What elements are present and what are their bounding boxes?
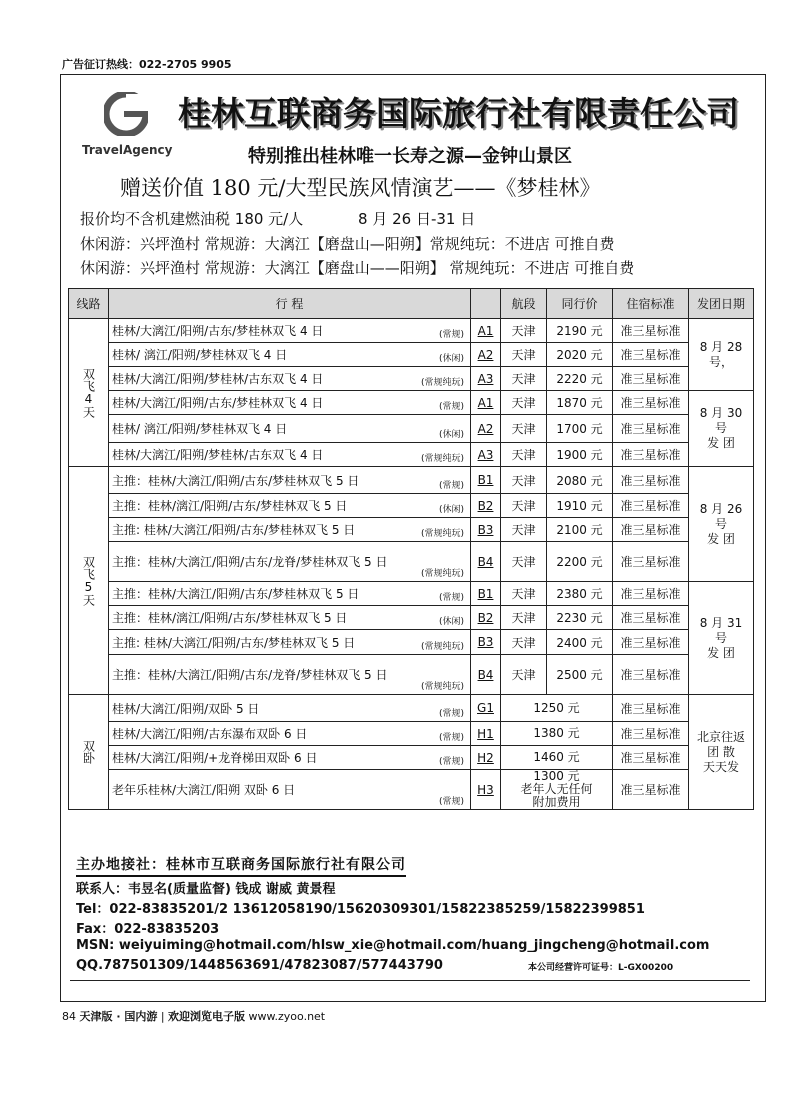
footer-url[interactable]: www.zyoo.net — [248, 1010, 326, 1023]
col-header-lodging: 住宿标准 — [613, 289, 689, 319]
itinerary-name: 主推：桂林/大漓江/阳朔/古东/龙脊/梦桂林双飞 5 日 — [112, 668, 388, 682]
itinerary-tag: (休闲) — [438, 430, 464, 440]
table-row — [69, 343, 754, 367]
col-header-departure: 发团日期 — [689, 289, 754, 319]
itinerary-cell — [109, 415, 471, 443]
itinerary-name: 桂林/大漓江/阳朔/古东瀑布双卧 6 日 — [112, 727, 308, 741]
itinerary-cell — [109, 494, 471, 518]
table-row — [69, 746, 754, 770]
contact-msn: MSN: weiyuiming@hotmail.com/hlsw_xie@hotmail.com/huang_jingcheng@hotmail.com — [76, 938, 710, 953]
itinerary-cell — [109, 443, 471, 467]
itinerary-name: 桂林/大漓江/阳朔/古东/梦桂林双飞 4 日 — [112, 396, 324, 410]
table-row — [69, 319, 754, 343]
lodging-standard: 准三星标准 — [613, 722, 689, 746]
lodging-standard: 准三星标准 — [613, 606, 689, 630]
itinerary-cell — [109, 582, 471, 606]
ad-hotline: 广告征订热线：022-2705 9905 — [62, 58, 232, 71]
route-code: B3 — [471, 630, 501, 655]
route-code: A1 — [471, 319, 501, 343]
itinerary-tag: (常规纯玩) — [420, 378, 464, 388]
flight-segment: 天津 — [501, 443, 547, 467]
contact-tel: Tel：022-83835201/2 13612058190/15620309301/15822385259/15822399851 — [76, 902, 645, 917]
departure-date: 北京往返 团 散 天天发 — [689, 695, 754, 810]
route-category: 双飞4天 — [69, 319, 109, 467]
peer-price: 1870 元 — [547, 391, 613, 415]
peer-price: 2220 元 — [547, 367, 613, 391]
route-table — [68, 288, 754, 810]
gift-line: 赠送价值 180 元/大型民族风情演艺——《梦桂林》 — [120, 176, 601, 200]
date-range: 8 月 26 日-31 日 — [358, 210, 476, 228]
itinerary-name: 桂林/ 漓江/阳朔/梦桂林双飞 4 日 — [112, 422, 288, 436]
itinerary-cell — [109, 367, 471, 391]
company-title: 桂林互联商务国际旅行社有限责任公司 — [178, 94, 739, 133]
route-code: B2 — [471, 606, 501, 630]
table-row — [69, 443, 754, 467]
peer-price: 1900 元 — [547, 443, 613, 467]
route-code: G1 — [471, 695, 501, 722]
departure-date: 8 月 26 号 发 团 — [689, 467, 754, 582]
route-code: B2 — [471, 494, 501, 518]
col-header-code — [471, 289, 501, 319]
itinerary-tag: (常规纯玩) — [420, 454, 464, 464]
peer-price: 2230 元 — [547, 606, 613, 630]
route-code: H1 — [471, 722, 501, 746]
itinerary-tag: (休闲) — [438, 505, 464, 515]
route-category: 双卧 — [69, 695, 109, 810]
route-code: A1 — [471, 391, 501, 415]
lodging-standard: 准三星标准 — [613, 391, 689, 415]
peer-price: 2380 元 — [547, 582, 613, 606]
itinerary-tag: (休闲) — [438, 617, 464, 627]
route-code: A3 — [471, 443, 501, 467]
departure-date: 8 月 30 号 发 团 — [689, 391, 754, 467]
route-code: H2 — [471, 746, 501, 770]
itinerary-cell — [109, 746, 471, 770]
flight-segment: 天津 — [501, 343, 547, 367]
itinerary-tag: (常规) — [438, 402, 464, 412]
peer-price: 2020 元 — [547, 343, 613, 367]
lodging-standard: 准三星标准 — [613, 518, 689, 542]
itinerary-tag: (常规纯玩) — [420, 569, 464, 579]
logo-g-icon — [104, 92, 148, 136]
itinerary-name: 主推：桂林/漓江/阳朔/古东/梦桂林双飞 5 日 — [112, 611, 348, 625]
peer-price: 1250 元 — [501, 695, 613, 722]
footer-slogan: 欢迎浏览电子版 — [168, 1010, 246, 1023]
route-code: A2 — [471, 343, 501, 367]
table-row — [69, 695, 754, 722]
itinerary-name: 桂林/大漓江/阳朔/梦桂林/古东双飞 4 日 — [112, 448, 324, 462]
lodging-standard: 准三星标准 — [613, 770, 689, 810]
route-code: A2 — [471, 415, 501, 443]
table-row — [69, 542, 754, 582]
table-row — [69, 367, 754, 391]
table-header-row — [69, 289, 754, 319]
peer-price: 1700 元 — [547, 415, 613, 443]
departure-date: 8 月 28 号， — [689, 319, 754, 391]
table-row — [69, 655, 754, 695]
itinerary-cell — [109, 467, 471, 494]
edition-label: 天津版 · 国内游 — [79, 1010, 158, 1023]
route-code: A3 — [471, 367, 501, 391]
itinerary-tag: (休闲) — [438, 354, 464, 364]
itinerary-tag: (常规) — [438, 733, 464, 743]
peer-price: 2400 元 — [547, 630, 613, 655]
lodging-standard: 准三星标准 — [613, 467, 689, 494]
itinerary-cell — [109, 542, 471, 582]
peer-price: 2200 元 — [547, 542, 613, 582]
flight-segment: 天津 — [501, 655, 547, 695]
itinerary-name: 老年乐桂林/大漓江/阳朔 双卧 6 日 — [112, 783, 296, 797]
page-footer: 84 天津版 · 国内游 | 欢迎浏览电子版 www.zyoo.net — [62, 1010, 326, 1023]
route-code: B1 — [471, 467, 501, 494]
promo-subtitle: 特别推出桂林唯一长寿之源—金钟山景区 — [248, 146, 572, 167]
peer-price: 2100 元 — [547, 518, 613, 542]
agency-logo — [82, 90, 172, 160]
itinerary-cell — [109, 343, 471, 367]
peer-price: 1380 元 — [501, 722, 613, 746]
itinerary-tag: (常规) — [438, 481, 464, 491]
lodging-standard: 准三星标准 — [613, 655, 689, 695]
peer-price: 2500 元 — [547, 655, 613, 695]
itinerary-tag: (常规纯玩) — [420, 529, 464, 539]
route-category: 双飞5天 — [69, 467, 109, 695]
contact-people: 联系人：韦昱名(质量监督) 钱成 谢威 黄景程 — [76, 882, 336, 897]
lodging-standard: 准三星标准 — [613, 415, 689, 443]
itinerary-cell — [109, 606, 471, 630]
itinerary-cell — [109, 770, 471, 810]
route-code: B4 — [471, 542, 501, 582]
lodging-standard: 准三星标准 — [613, 343, 689, 367]
lodging-standard: 准三星标准 — [613, 746, 689, 770]
itinerary-cell — [109, 319, 471, 343]
peer-price: 1910 元 — [547, 494, 613, 518]
itinerary-name: 桂林/大漓江/阳朔/梦桂林/古东双飞 4 日 — [112, 372, 324, 386]
itinerary-cell — [109, 722, 471, 746]
lodging-standard: 准三星标准 — [613, 494, 689, 518]
table-row — [69, 770, 754, 810]
itinerary-name: 主推: 桂林/大漓江/阳朔/古东/梦桂林双飞 5 日 — [112, 523, 356, 537]
flight-segment: 天津 — [501, 494, 547, 518]
flight-segment: 天津 — [501, 542, 547, 582]
col-header-price: 同行价 — [547, 289, 613, 319]
logo-text: TravelAgency — [82, 143, 173, 157]
itinerary-name: 主推：桂林/大漓江/阳朔/古东/龙脊/梦桂林双飞 5 日 — [112, 555, 388, 569]
itinerary-tag: (常规) — [438, 593, 464, 603]
itinerary-name: 桂林/大漓江/阳朔/双卧 5 日 — [112, 701, 260, 716]
itinerary-name: 主推：桂林/大漓江/阳朔/古东/梦桂林双飞 5 日 — [112, 473, 360, 488]
flight-segment: 天津 — [501, 518, 547, 542]
table-row — [69, 630, 754, 655]
table-row — [69, 582, 754, 606]
route-table-body — [69, 319, 754, 810]
itinerary-cell — [109, 695, 471, 722]
lodging-standard: 准三星标准 — [613, 542, 689, 582]
flight-segment: 天津 — [501, 367, 547, 391]
flight-segment: 天津 — [501, 630, 547, 655]
itinerary-tag: (常规) — [438, 330, 464, 340]
itinerary-tag: (常规纯玩) — [420, 682, 464, 692]
col-header-route: 线路 — [69, 289, 109, 319]
itinerary-name: 主推：桂林/漓江/阳朔/古东/梦桂林双飞 5 日 — [112, 499, 348, 513]
table-row — [69, 494, 754, 518]
table-row — [69, 518, 754, 542]
tour-type-line-1: 休闲游：兴坪渔村 常规游：大漓江【磨盘山—阳朔】常规纯玩：不进店 可推自费 — [80, 235, 615, 253]
table-row — [69, 722, 754, 746]
lodging-standard: 准三星标准 — [613, 630, 689, 655]
flight-segment: 天津 — [501, 606, 547, 630]
itinerary-cell — [109, 655, 471, 695]
price-note-line — [80, 208, 475, 229]
itinerary-name: 桂林/大漓江/阳朔/+龙脊梯田双卧 6 日 — [112, 751, 318, 765]
itinerary-cell — [109, 391, 471, 415]
divider — [70, 980, 750, 981]
route-code: B1 — [471, 582, 501, 606]
route-code: B4 — [471, 655, 501, 695]
page-number: 84 — [62, 1010, 76, 1023]
lodging-standard: 准三星标准 — [613, 582, 689, 606]
flight-segment: 天津 — [501, 582, 547, 606]
peer-price: 1460 元 — [501, 746, 613, 770]
lodging-standard: 准三星标准 — [613, 319, 689, 343]
lodging-standard: 准三星标准 — [613, 695, 689, 722]
table-row — [69, 467, 754, 494]
flight-segment: 天津 — [501, 319, 547, 343]
peer-price: 2190 元 — [547, 319, 613, 343]
flight-segment: 天津 — [501, 467, 547, 494]
itinerary-cell — [109, 630, 471, 655]
table-row — [69, 391, 754, 415]
contact-fax: Fax：022-83835203 — [76, 922, 220, 937]
lodging-standard: 准三星标准 — [613, 443, 689, 467]
lodging-standard: 准三星标准 — [613, 367, 689, 391]
peer-price: 1300 元 老年人无任何 附加费用 — [501, 770, 613, 810]
table-row — [69, 415, 754, 443]
tour-type-line-2: 休闲游：兴坪渔村 常规游：大漓江【磨盘山——阳朔】 常规纯玩：不进店 可推自费 — [80, 259, 635, 277]
organizer: 主办地接社：桂林市互联商务国际旅行社有限公司 — [76, 854, 406, 877]
itinerary-name: 主推: 桂林/大漓江/阳朔/古东/梦桂林双飞 5 日 — [112, 635, 356, 650]
itinerary-name: 主推：桂林/大漓江/阳朔/古东/梦桂林双飞 5 日 — [112, 587, 360, 601]
itinerary-tag: (常规) — [438, 709, 464, 719]
route-code: B3 — [471, 518, 501, 542]
flight-segment: 天津 — [501, 391, 547, 415]
peer-price: 2080 元 — [547, 467, 613, 494]
contact-qq: QQ.787501309/1448563691/47823087/577443790 — [76, 958, 443, 973]
route-code: H3 — [471, 770, 501, 810]
itinerary-name: 桂林/大漓江/阳朔/古东/梦桂林双飞 4 日 — [112, 324, 324, 338]
license-number: 本公司经营许可证号：L-GX00200 — [528, 963, 674, 973]
col-header-itinerary: 行 程 — [109, 289, 471, 319]
itinerary-tag: (常规) — [438, 757, 464, 767]
flight-segment: 天津 — [501, 415, 547, 443]
itinerary-cell — [109, 518, 471, 542]
itinerary-tag: (常规纯玩) — [420, 642, 464, 652]
table-row — [69, 606, 754, 630]
departure-date: 8 月 31 号 发 团 — [689, 582, 754, 695]
itinerary-tag: (常规) — [438, 797, 464, 807]
itinerary-name: 桂林/ 漓江/阳朔/梦桂林双飞 4 日 — [112, 348, 288, 362]
price-note: 报价均不含机建燃油税 180 元/人 — [80, 210, 304, 228]
col-header-segment: 航段 — [501, 289, 547, 319]
